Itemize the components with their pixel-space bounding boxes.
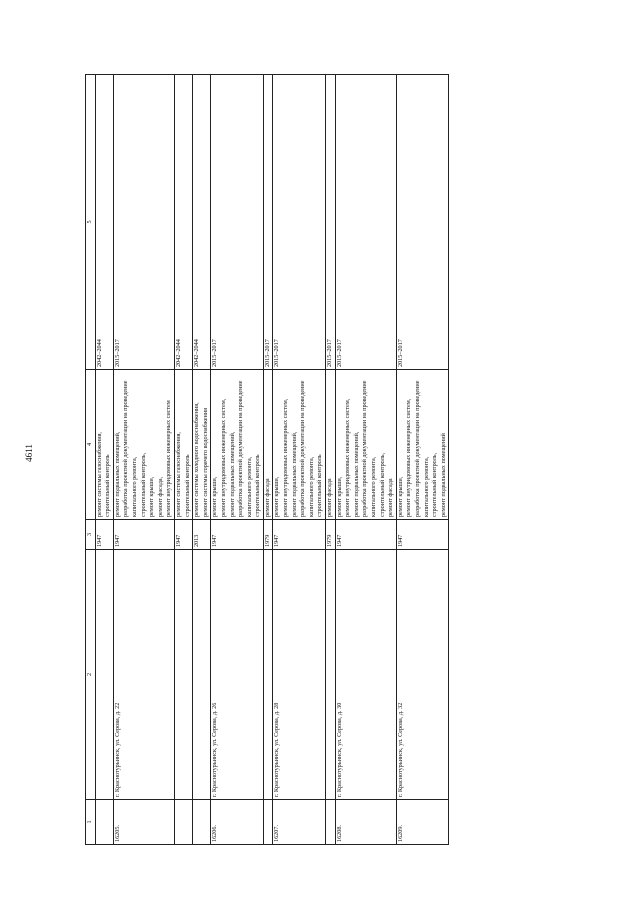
cell-address: г. Краснотурьинск, ул. Серова, д. 22 [113, 550, 174, 800]
header-col-3: 3 [86, 520, 96, 550]
cell-works: ремонт крыши, ремонт внутридомовых инженерных систем, ремонт подвальных помещений, разработка проектной документации на проведение капитального ремонта, строительный контроль [211, 370, 264, 520]
table-row [335, 75, 396, 845]
cell-year: 1979 [326, 520, 336, 550]
page-number: 4611 [23, 444, 34, 462]
cell-year: 1947 [335, 520, 396, 550]
cell-year: 1947 [211, 520, 264, 550]
cell-address: г. Краснотурьинск, ул. Серова, д. 32 [396, 550, 449, 800]
cell-works: ремонт крыши, ремонт внутридомовых инженерных систем, разработка проектной документации на проведение капитального ремонта, строительный контроль, ремонт подвальных помещений [396, 370, 449, 520]
cell-works: ремонт крыши, ремонт внутридомовых инженерных систем, ремонт подвальных помещений, разработка проектной документации на проведение капитального ремонта, строительный контроль, ремонт фасада [335, 370, 396, 520]
cell-works: ремонт фасада [326, 370, 336, 520]
table-row [396, 75, 449, 845]
cell-address: г. Краснотурьинск, ул. Серова, д. 30 [335, 550, 396, 800]
header-col-5: 5 [86, 75, 96, 370]
header-col-4: 4 [86, 370, 96, 520]
table-row [113, 75, 174, 845]
table-row [326, 75, 336, 845]
cell-works: ремонт подвальных помещений, разработка проектной документации на проведение капитального ремонта, строительный контроль, ремонт крыши, ремонт фасада, ремонт внутридомовых инженерных систем [113, 370, 174, 520]
cell-num: 16208. [335, 800, 396, 845]
cell-period: 2015–2017 [326, 75, 336, 370]
document-table-wrapper [85, 75, 605, 845]
cell-address [193, 550, 211, 800]
cell-period: 2042–2044 [95, 75, 113, 370]
cell-num [95, 800, 113, 845]
cell-address: г. Краснотурьинск, ул. Серова, д. 26 [211, 550, 264, 800]
cell-works: ремонт системы холодного водоснабжения, ремонт системы горячего водоснабжения [193, 370, 211, 520]
cell-address [174, 550, 192, 800]
cell-works: ремонт системы газоснабжения, строительный контроль [174, 370, 192, 520]
cell-num [174, 800, 192, 845]
header-row [86, 75, 96, 845]
table-row [174, 75, 192, 845]
cell-period: 2015–2017 [113, 75, 174, 370]
cell-period: 2015–2017 [335, 75, 396, 370]
table-row [95, 75, 113, 845]
cell-address [263, 550, 273, 800]
cell-works: ремонт системы газоснабжения, строительный контроль [95, 370, 113, 520]
table-row [263, 75, 273, 845]
cell-works: ремонт фасада [263, 370, 273, 520]
cell-year: 1947 [95, 520, 113, 550]
cell-num [193, 800, 211, 845]
cell-period: 2042–2044 [174, 75, 192, 370]
cell-year: 1947 [396, 520, 449, 550]
cell-address [95, 550, 113, 800]
cell-year: 2013 [193, 520, 211, 550]
repair-schedule-table [85, 74, 449, 845]
table-row [211, 75, 264, 845]
cell-period: 2015–2017 [396, 75, 449, 370]
cell-year: 1947 [113, 520, 174, 550]
cell-period: 2042–2044 [193, 75, 211, 370]
cell-num: 16207. [273, 800, 326, 845]
cell-works: ремонт крыши, ремонт внутридомовых инженерных систем, ремонт подвальных помещений, разработка проектной документации на проведение капитального ремонта, строительный контроль [273, 370, 326, 520]
cell-period: 2015–2017 [211, 75, 264, 370]
cell-num [326, 800, 336, 845]
cell-period: 2015–2017 [263, 75, 273, 370]
cell-num: 16209. [396, 800, 449, 845]
cell-num: 16205. [113, 800, 174, 845]
header-col-2: 2 [86, 550, 96, 800]
cell-num: 16206. [211, 800, 264, 845]
table-row [273, 75, 326, 845]
cell-num [263, 800, 273, 845]
cell-year: 1979 [263, 520, 273, 550]
table-row [193, 75, 211, 845]
cell-address: г. Краснотурьинск, ул. Серова, д. 28 [273, 550, 326, 800]
cell-year: 1947 [273, 520, 326, 550]
cell-address [326, 550, 336, 800]
cell-year: 1947 [174, 520, 192, 550]
header-col-1: 1 [86, 800, 96, 845]
table-body [95, 75, 449, 845]
cell-period: 2015–2017 [273, 75, 326, 370]
